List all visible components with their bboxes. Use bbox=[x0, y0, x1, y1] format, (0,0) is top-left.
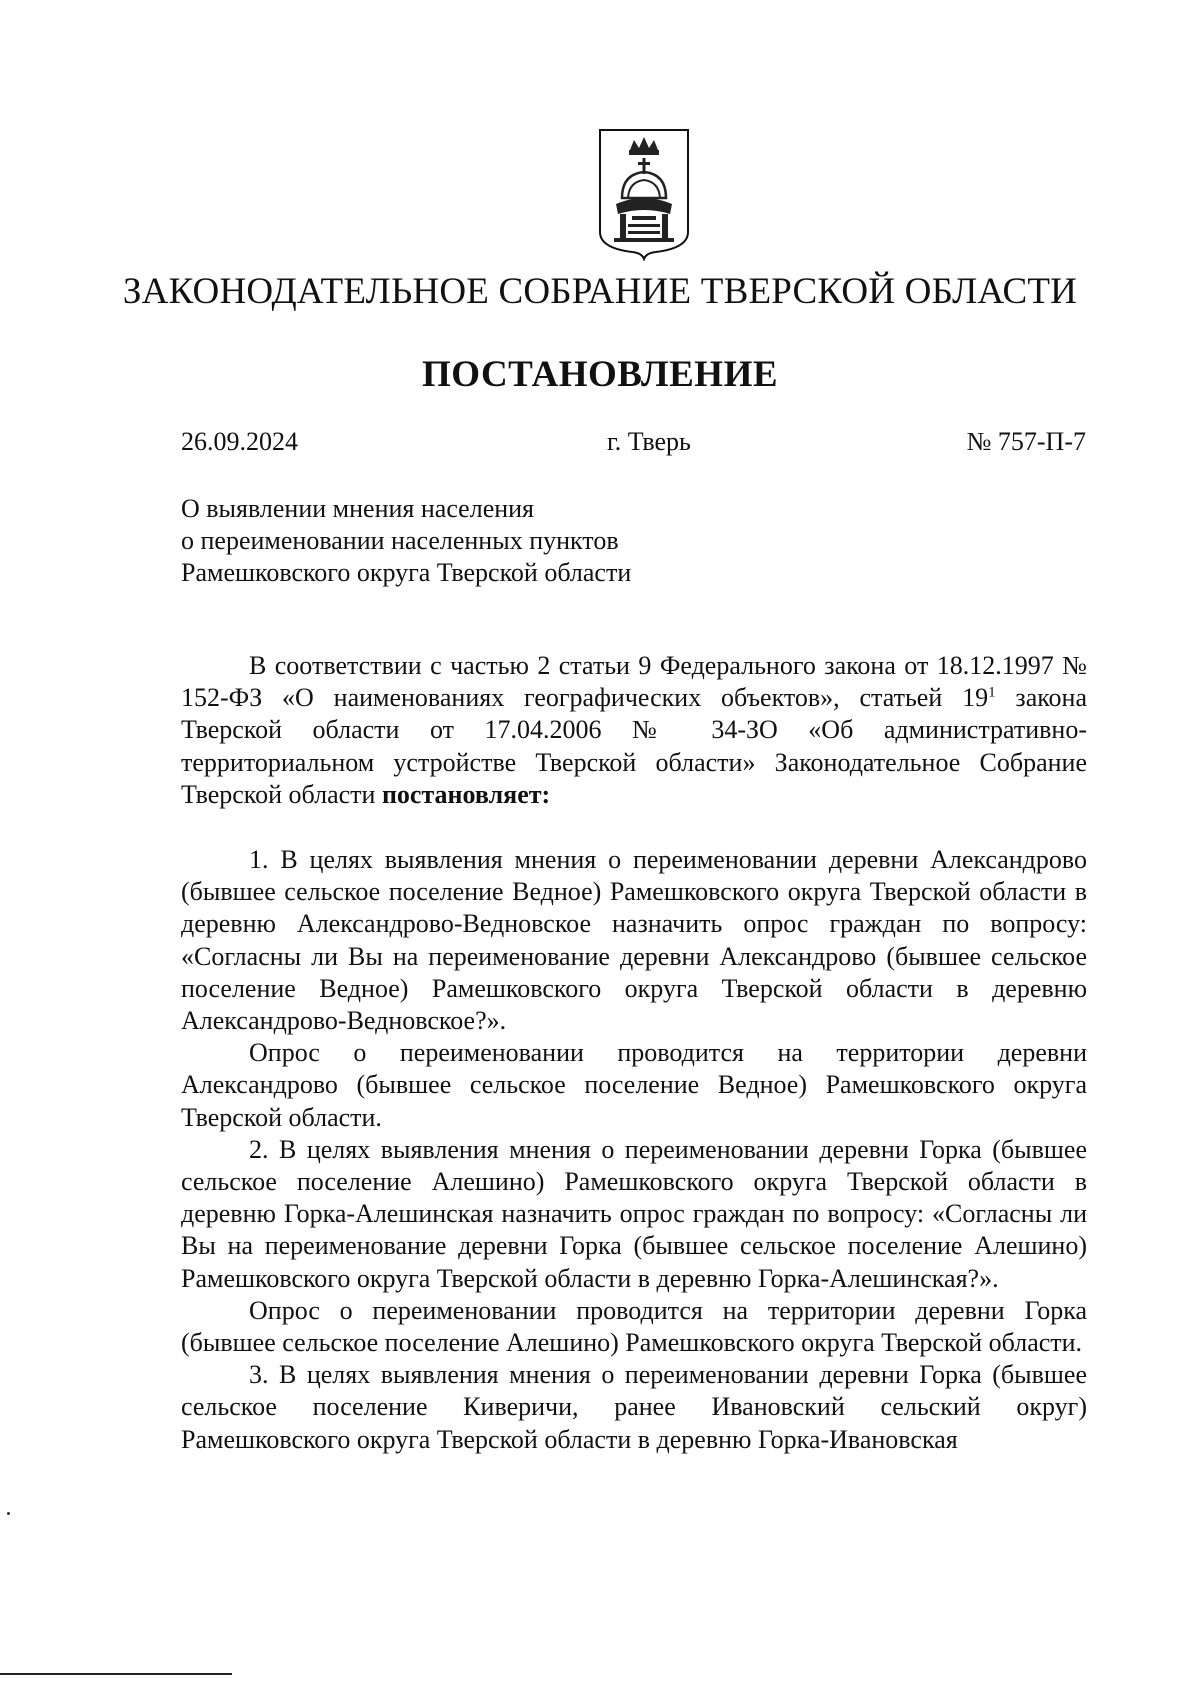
body-paragraph: 3. В целях выявления мнения о переименовании деревни Горка (бывшее сельское поселение Киверичи, ранее Ивановский сельский округ) Рамешковского округа Тверской области в деревню Горка-Ивановская bbox=[181, 1360, 1087, 1454]
scan-artifact bbox=[7, 1512, 10, 1515]
article-superscript: 1 bbox=[988, 684, 996, 701]
preamble-text: В соответствии с частью 2 статьи 9 Федерального закона от 18.12.1997 № 152-ФЗ «О наименованиях географических объектов», статьей 19 bbox=[181, 651, 1087, 713]
organization-title: ЗАКОНОДАТЕЛЬНОЕ СОБРАНИЕ ТВЕРСКОЙ ОБЛАСТИ bbox=[122, 271, 1078, 312]
body-paragraph: 1. В целях выявления мнения о переименовании деревни Александрово (бывшее сельское поселение Ведное) Рамешковского округа Тверской области в деревню Александрово-Ведновское назначить опрос граждан по вопросу: «Согласны ли Вы на переименование деревни Александрово (бывшее сельское поселение Ведное) Рамешковского округа Тверской области в деревню Александрово-Ведновское?». bbox=[181, 845, 1087, 1036]
preamble-text: закона Тверской области от 17.04.2006 № 34-ЗО «Об административно-территориальном устройстве Тверской области» Законодательное Собрание Тверской области bbox=[181, 683, 1087, 809]
body-paragraph: Опрос о переименовании проводится на территории деревни Горка (бывшее сельское поселение Алешино) Рамешковского округа Тверской области. bbox=[181, 1295, 1087, 1358]
document-date: 26.09.2024 bbox=[181, 427, 298, 456]
document-number: № 757-П-7 bbox=[966, 427, 1086, 456]
document-city: г. Тверь bbox=[607, 427, 691, 456]
document-subject bbox=[181, 493, 631, 589]
subject-line: О выявлении мнения населения bbox=[181, 494, 535, 523]
decree-word: постановляет: bbox=[381, 779, 551, 809]
tver-coat-of-arms-icon bbox=[598, 128, 690, 261]
footnote-divider bbox=[0, 1673, 232, 1675]
body-paragraph: Опрос о переименовании проводится на территории деревни Александрово (бывшее сельское поселение Ведное) Рамешковского округа Тверской области. bbox=[181, 1038, 1087, 1132]
body-paragraph: 2. В целях выявления мнения о переименовании деревни Горка (бывшее сельское поселение Алешино) Рамешковского округа Тверской области в деревню Горка-Алешинская назначить опрос граждан по вопросу: «Согласны ли Вы на переименование деревни Горка (бывшее сельское поселение Алешино) Рамешковского округа Тверской области в деревню Горка-Алешинская?». bbox=[181, 1134, 1087, 1293]
subject-line: о переименовании населенных пунктов bbox=[181, 526, 619, 555]
subject-line: Рамешковского округа Тверской области bbox=[181, 558, 632, 587]
document-body bbox=[181, 650, 1087, 1456]
preamble-paragraph bbox=[181, 650, 1087, 811]
document-type-heading: ПОСТАНОВЛЕНИЕ bbox=[421, 354, 779, 395]
